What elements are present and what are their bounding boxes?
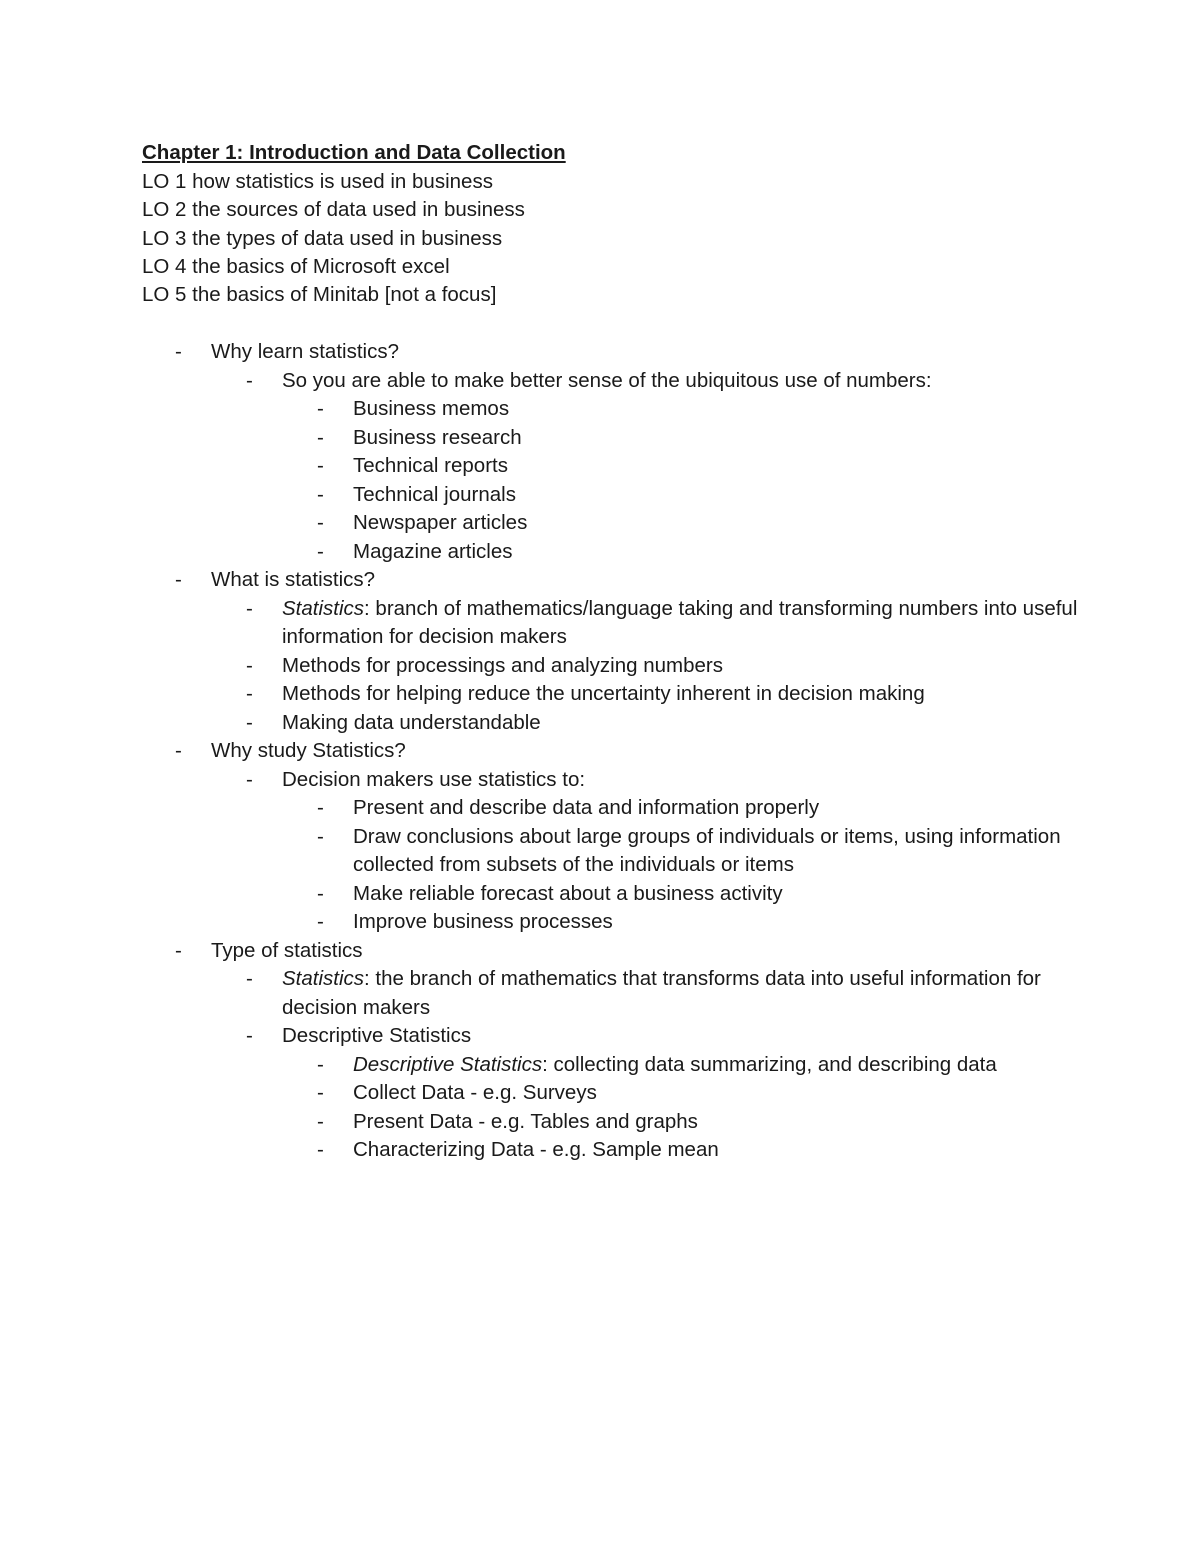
chapter-title: Chapter 1: Introduction and Data Collection [142, 141, 566, 164]
outline-item-level-3 [142, 452, 1082, 481]
bullet-dash: - [175, 739, 182, 763]
outline-item-text: Collect Data - e.g. Surveys [353, 1081, 597, 1105]
outline-item-text: : branch of mathematics/language taking and transforming numbers into useful information for decision makers [282, 596, 1078, 649]
outline-item-level-1 [142, 737, 1082, 766]
bullet-dash: - [246, 682, 253, 706]
notes-outline [142, 338, 1082, 1165]
outline-item-level-3 [142, 1136, 1082, 1165]
outline-item-level-3 [142, 823, 1082, 880]
outline-item-level-3 [142, 880, 1082, 909]
outline-item-text: Methods for helping reduce the uncertainty inherent in decision making [282, 682, 925, 706]
learning-objective: LO 1 how statistics is used in business [142, 170, 493, 193]
bullet-dash: - [246, 653, 253, 677]
outline-item-level-2 [142, 367, 1082, 396]
learning-objective: LO 2 the sources of data used in business [142, 198, 525, 222]
outline-item-text: Why study Statistics? [211, 739, 406, 763]
outline-item-text: Descriptive Statistics [282, 1024, 472, 1048]
outline-item-text: : collecting data summarizing, and describing data [542, 1052, 997, 1076]
learning-objective: LO 3 the types of data used in business [142, 226, 503, 250]
bullet-dash: - [317, 539, 324, 563]
bullet-dash: - [246, 596, 253, 620]
outline-item-level-1 [142, 937, 1082, 966]
outline-item-level-3 [142, 794, 1082, 823]
outline-item-level-2 [142, 652, 1082, 681]
outline-item-level-3 [142, 509, 1082, 538]
outline-item-level-3 [142, 908, 1082, 937]
bullet-dash: - [317, 1109, 324, 1133]
bullet-dash: - [317, 1138, 324, 1162]
bullet-dash: - [317, 796, 324, 820]
bullet-dash: - [246, 767, 253, 791]
outline-item-text: Present and describe data and information properly [353, 796, 820, 820]
bullet-dash: - [246, 368, 253, 392]
outline-item-text: Magazine articles [353, 539, 513, 563]
learning-objective: LO 5 the basics of Minitab [not a focus] [142, 283, 497, 307]
outline-item-text: : the branch of mathematics that transforms data into useful information for decision makers [282, 967, 1041, 1019]
bullet-dash: - [317, 881, 324, 905]
outline-item-level-3 [142, 1108, 1082, 1137]
bullet-dash: - [317, 1052, 324, 1076]
outline-item-text: Technical reports [353, 454, 508, 478]
outline-item-level-3 [142, 1051, 1082, 1080]
outline-item-text: Newspaper articles [353, 511, 528, 535]
bullet-dash: - [317, 824, 324, 848]
outline-item-text: What is statistics? [211, 568, 376, 592]
bullet-dash: - [317, 397, 324, 421]
outline-item-level-1 [142, 566, 1082, 595]
outline-item-text: Technical journals [353, 482, 516, 506]
outline-item-text: Characterizing Data - e.g. Sample mean [353, 1138, 719, 1162]
outline-item-level-1 [142, 338, 1082, 367]
bullet-dash: - [246, 967, 253, 991]
outline-item-text: Business memos [353, 397, 510, 421]
blank-line [142, 309, 1082, 338]
outline-item-level-2 [142, 766, 1082, 795]
outline-item-text: Present Data - e.g. Tables and graphs [353, 1109, 698, 1133]
defined-term: Statistics [282, 596, 365, 620]
outline-item-level-2 [142, 595, 1082, 652]
bullet-dash: - [317, 1081, 324, 1105]
outline-item-level-3 [142, 395, 1082, 424]
bullet-dash: - [317, 454, 324, 478]
bullet-dash: - [317, 425, 324, 449]
document-page [142, 139, 1082, 1165]
outline-item-level-2 [142, 680, 1082, 709]
outline-item-text: Business research [353, 425, 522, 449]
defined-term: Descriptive Statistics [353, 1052, 543, 1076]
outline-item-text: Why learn statistics? [211, 340, 399, 364]
outline-item-text: So you are able to make better sense of the ubiquitous use of numbers: [282, 368, 932, 392]
learning-objective: LO 4 the basics of Microsoft excel [142, 254, 450, 278]
outline-item-level-2 [142, 709, 1082, 738]
bullet-dash: - [246, 1024, 253, 1048]
bullet-dash: - [317, 910, 324, 934]
bullet-dash: - [175, 568, 182, 592]
bullet-dash: - [175, 340, 182, 364]
outline-item-text: Make reliable forecast about a business activity [353, 881, 783, 905]
outline-item-text: Type of statistics [211, 938, 363, 962]
bullet-dash: - [246, 710, 253, 734]
bullet-dash: - [317, 511, 324, 535]
learning-objectives [142, 168, 1082, 309]
outline-item-level-2 [142, 1022, 1082, 1051]
outline-item-text: Decision makers use statistics to: [282, 767, 586, 791]
bullet-dash: - [175, 938, 182, 962]
outline-item-level-3 [142, 1079, 1082, 1108]
bullet-dash: - [317, 482, 324, 506]
outline-item-level-2 [142, 965, 1082, 1022]
outline-item-text: Draw conclusions about large groups of individuals or items, using information collected from subsets of the individuals or items [353, 824, 1061, 877]
outline-item-text: Methods for processings and analyzing numbers [282, 653, 723, 677]
outline-item-level-3 [142, 481, 1082, 510]
defined-term: Statistics [282, 967, 365, 991]
outline-item-level-3 [142, 538, 1082, 567]
outline-item-level-3 [142, 424, 1082, 453]
outline-item-text: Improve business processes [353, 910, 613, 934]
outline-item-text: Making data understandable [282, 710, 541, 734]
